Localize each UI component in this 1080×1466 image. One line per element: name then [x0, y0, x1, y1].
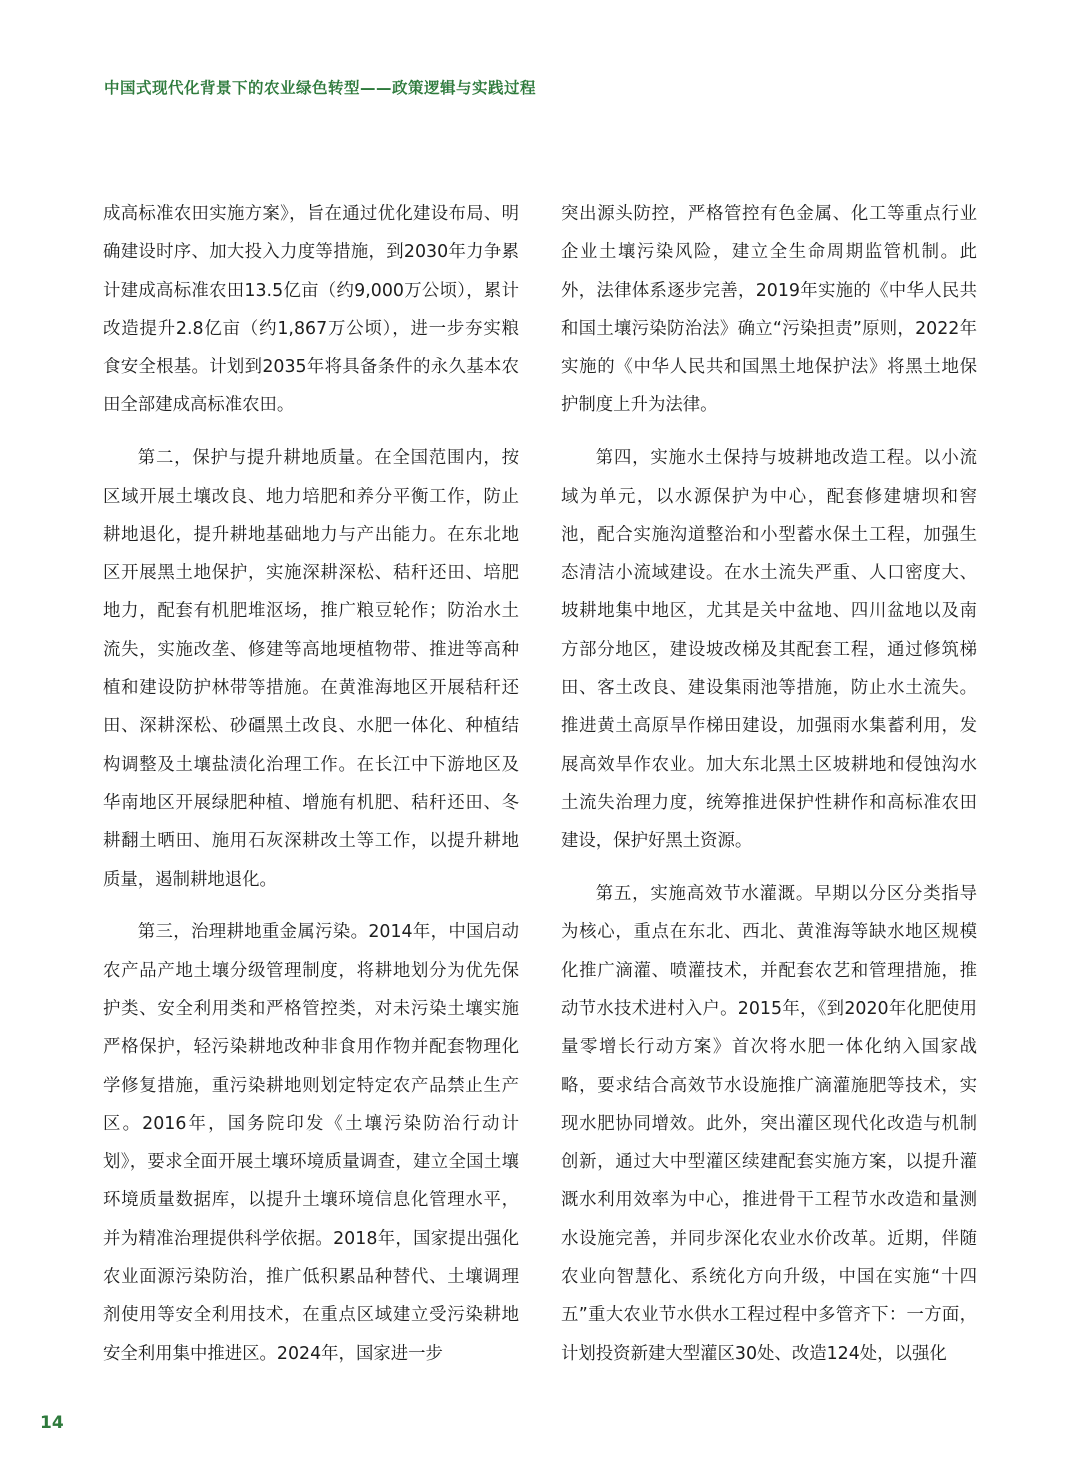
paragraph: 第四，实施水土保持与坡耕地改造工程。以小流域为单元，以水源保护为中心，配套修建塘坝和窖池，配合实施沟道整治和小型蓄水保土工程，加强生态清洁小流域建设。在水土流失严重、人口密度大、坡耕地集中地区，尤其是关中盆地、四川盆地以及南方部分地区，建设坡改梯及其配套工程，通过修筑梯田、客土改良、建设集雨池等措施，防止水土流失。推进黄土高原旱作梯田建设，加强雨水集蓄利用，发展高效旱作农业。加大东北黑土区坡耕地和侵蚀沟水土流失治理力度，统筹推进保护性耕作和高标准农田建设，保护好黑土资源。	[561, 448, 977, 852]
running-header: 中国式现代化背景下的农业绿色转型——政策逻辑与实践过程	[104, 79, 537, 97]
page-number: 14	[40, 1413, 64, 1433]
left-column	[103, 195, 519, 1387]
paragraph: 突出源头防控，严格管控有色金属、化工等重点行业企业土壤污染风险，建立全生命周期监管机制。此外，法律体系逐步完善，2019年实施的《中华人民共和国土壤污染防治法》确立“污染担责”原则，2022年实施的《中华人民共和国黑土地保护法》将黑土地保护制度上升为法律。	[561, 204, 977, 416]
paragraph: 成高标准农田实施方案》，旨在通过优化建设布局、明确建设时序、加大投入力度等措施，到2030年力争累计建成高标准农田13.5亿亩（约9,000万公顷），累计改造提升2.8亿亩（约1,867万公顷），进一步夯实粮食安全根基。计划到2035年将具备条件的永久基本农田全部建成高标准农田。	[103, 204, 519, 416]
paragraph: 第三，治理耕地重金属污染。2014年，中国启动农产品产地土壤分级管理制度，将耕地划分为优先保护类、安全利用类和严格管控类，对未污染土壤实施严格保护，轻污染耕地改种非食用作物并配套物理化学修复措施，重污染耕地则划定特定农产品禁止生产区。2016年，国务院印发《土壤污染防治行动计划》，要求全面开展土壤环境质量调查，建立全国土壤环境质量数据库，以提升土壤环境信息化管理水平，并为精准治理提供科学依据。2018年，国家提出强化农业面源污染防治，推广低积累品种替代、土壤调理剂使用等安全利用技术，在重点区域建立受污染耕地安全利用集中推进区。2024年，国家进一步	[103, 922, 519, 1364]
paragraph: 第五，实施高效节水灌溉。早期以分区分类指导为核心，重点在东北、西北、黄淮海等缺水地区规模化推广滴灌、喷灌技术，并配套农艺和管理措施，推动节水技术进村入户。2015年，《到2020年化肥使用量零增长行动方案》首次将水肥一体化纳入国家战略，要求结合高效节水设施推广滴灌施肥等技术，实现水肥协同增效。此外，突出灌区现代化改造与机制创新，通过大中型灌区续建配套实施方案，以提升灌溉水利用效率为中心，推进骨干工程节水改造和量测水设施完善，并同步深化农业水价改革。近期，伴随农业向智慧化、系统化方向升级，中国在实施“十四五”重大农业节水供水工程过程中多管齐下：一方面，计划投资新建大型灌区30处、改造124处，以强化	[561, 884, 977, 1364]
paragraph: 第二，保护与提升耕地质量。在全国范围内，按区域开展土壤改良、地力培肥和养分平衡工作，防止耕地退化，提升耕地基础地力与产出能力。在东北地区开展黑土地保护，实施深耕深松、秸秆还田、培肥地力，配套有机肥堆沤场，推广粮豆轮作；防治水土流失，实施改垄、修建等高地埂植物带、推进等高种植和建设防护林带等措施。在黄淮海地区开展秸秆还田、深耕深松、砂礓黑土改良、水肥一体化、种植结构调整及土壤盐渍化治理工作。在长江中下游地区及华南地区开展绿肥种植、增施有机肥、秸秆还田、冬耕翻土晒田、施用石灰深耕改土等工作，以提升耕地质量，遏制耕地退化。	[103, 448, 519, 890]
right-column	[561, 195, 977, 1387]
